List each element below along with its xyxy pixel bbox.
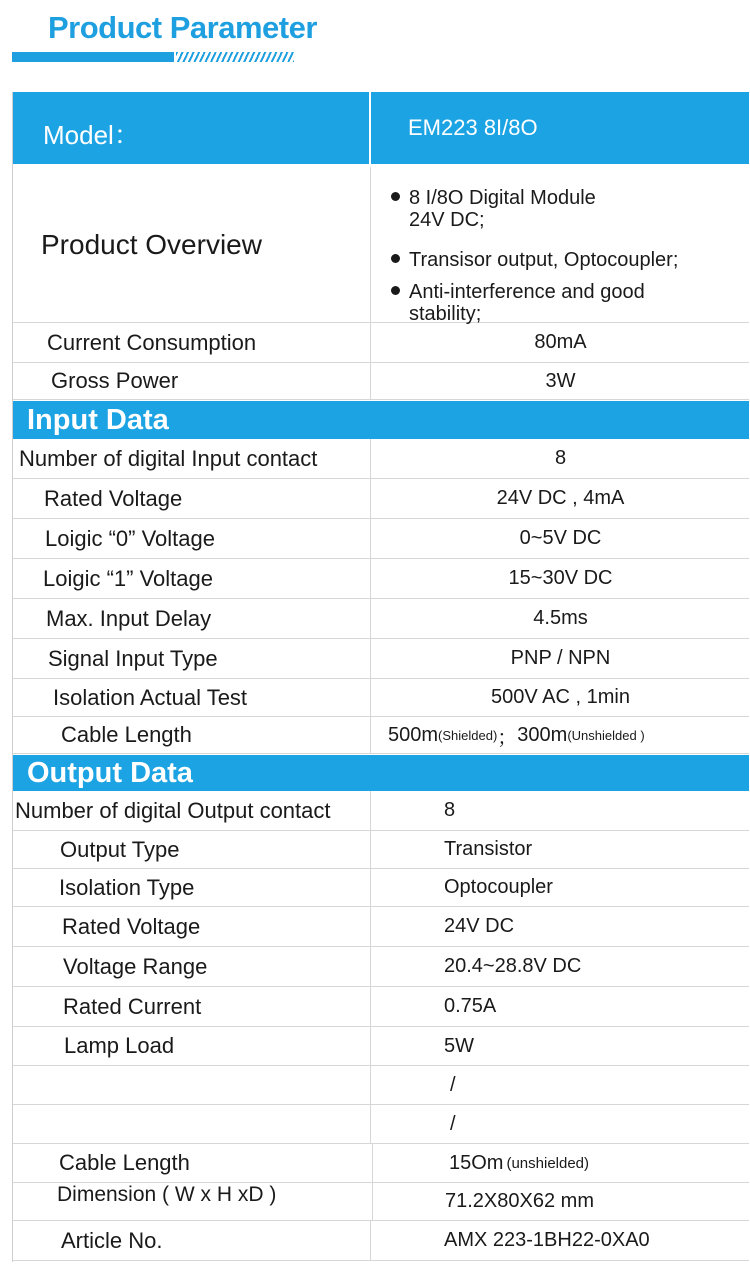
row-label: Voltage Range — [13, 947, 371, 986]
overview-item: Anti-interference and good stability; — [391, 281, 645, 325]
bullet-icon — [391, 192, 400, 201]
row-label: Cable Length — [13, 717, 371, 753]
bullet-icon — [391, 286, 400, 295]
row-label: Isolation Type — [13, 869, 371, 906]
bullet-icon — [391, 254, 400, 263]
row-label — [13, 1066, 371, 1104]
row-label: Dimension ( W x H xD ) — [57, 1183, 277, 1206]
model-label: Model： — [13, 92, 371, 164]
row-label: Gross Power — [13, 363, 371, 399]
row-label: Article No. — [13, 1221, 371, 1260]
row-label: Rated Voltage — [13, 907, 371, 946]
output-row — [13, 1027, 749, 1066]
current-consumption-row — [13, 323, 749, 363]
input-row — [13, 519, 749, 559]
output-row — [13, 907, 749, 947]
page-header — [0, 0, 750, 92]
row-label: Rated Voltage — [13, 479, 371, 518]
input-cable-row — [13, 717, 749, 754]
output-row — [13, 987, 749, 1027]
row-label: Number of digital Input contact — [13, 439, 371, 478]
row-value: 500V AC , 1min — [491, 686, 630, 708]
model-row — [13, 92, 749, 167]
input-row — [13, 439, 749, 479]
row-value: 80mA — [534, 331, 587, 353]
model-value: EM223 8I/8O — [408, 115, 538, 140]
row-value: 3W — [545, 369, 576, 392]
output-row — [13, 831, 749, 869]
input-row — [13, 679, 749, 717]
row-label: Loigic “0” Voltage — [13, 519, 371, 558]
row-label — [13, 1105, 371, 1143]
output-row — [13, 947, 749, 987]
row-value: 5W — [444, 1034, 474, 1057]
input-row — [13, 639, 749, 679]
row-label: Output Type — [13, 831, 371, 868]
output-row — [13, 791, 749, 831]
row-label: Rated Current — [13, 987, 371, 1026]
input-row — [13, 479, 749, 519]
gross-power-row — [13, 363, 749, 400]
row-label: Isolation Actual Test — [13, 679, 371, 716]
row-value: Optocoupler — [444, 876, 553, 898]
row-value: 20.4~28.8V DC — [444, 955, 582, 977]
row-value: 0~5V DC — [519, 527, 602, 549]
title-underline-bar — [12, 52, 174, 62]
row-value: 8 — [444, 799, 456, 821]
row-value: 15Om (unshielded) — [372, 1144, 749, 1182]
row-label: Loigic “1” Voltage — [13, 559, 371, 598]
article-row — [13, 1221, 749, 1261]
title-underline-hatch — [176, 52, 294, 62]
dimension-row — [13, 1183, 749, 1221]
row-value: 24V DC — [444, 915, 515, 937]
output-row — [13, 1066, 749, 1105]
input-row — [13, 599, 749, 639]
overview-item: 8 I/8O Digital Module 24V DC; — [391, 187, 596, 231]
overview-item: Transisor output, Optocoupler; — [391, 249, 678, 271]
row-value: 15~30V DC — [508, 567, 613, 589]
row-value: 0.75A — [444, 995, 497, 1017]
row-value: Transistor — [444, 838, 533, 860]
row-label: Cable Length — [59, 1150, 190, 1175]
overview-label: Product Overview — [13, 167, 371, 322]
row-value: AMX 223-1BH22-0XA0 — [444, 1229, 650, 1251]
parameter-table — [12, 92, 749, 1262]
row-value: 500m (Shielded) ； 300m (Unshielded ) — [388, 723, 645, 749]
row-value: 24V DC , 4mA — [496, 487, 625, 509]
output-cable-row — [13, 1144, 749, 1183]
row-label: Number of digital Output contact — [13, 791, 371, 830]
input-row — [13, 559, 749, 599]
row-label: Current Consumption — [13, 323, 371, 362]
output-row — [13, 1105, 749, 1144]
row-label: Lamp Load — [13, 1027, 371, 1065]
output-data-heading: Output Data — [13, 755, 749, 791]
output-row — [13, 869, 749, 907]
row-value: / — [450, 1112, 456, 1135]
row-value: 71.2X80X62 mm — [372, 1183, 749, 1220]
row-label: Max. Input Delay — [13, 599, 371, 638]
row-value: 8 — [554, 447, 567, 469]
row-value: / — [450, 1073, 456, 1096]
overview-row — [13, 167, 749, 323]
row-value: PNP / NPN — [510, 647, 611, 669]
page-title: Product Parameter — [48, 10, 317, 45]
row-value: 4.5ms — [533, 607, 588, 629]
row-label: Signal Input Type — [13, 639, 371, 678]
input-data-heading: Input Data — [13, 401, 749, 439]
